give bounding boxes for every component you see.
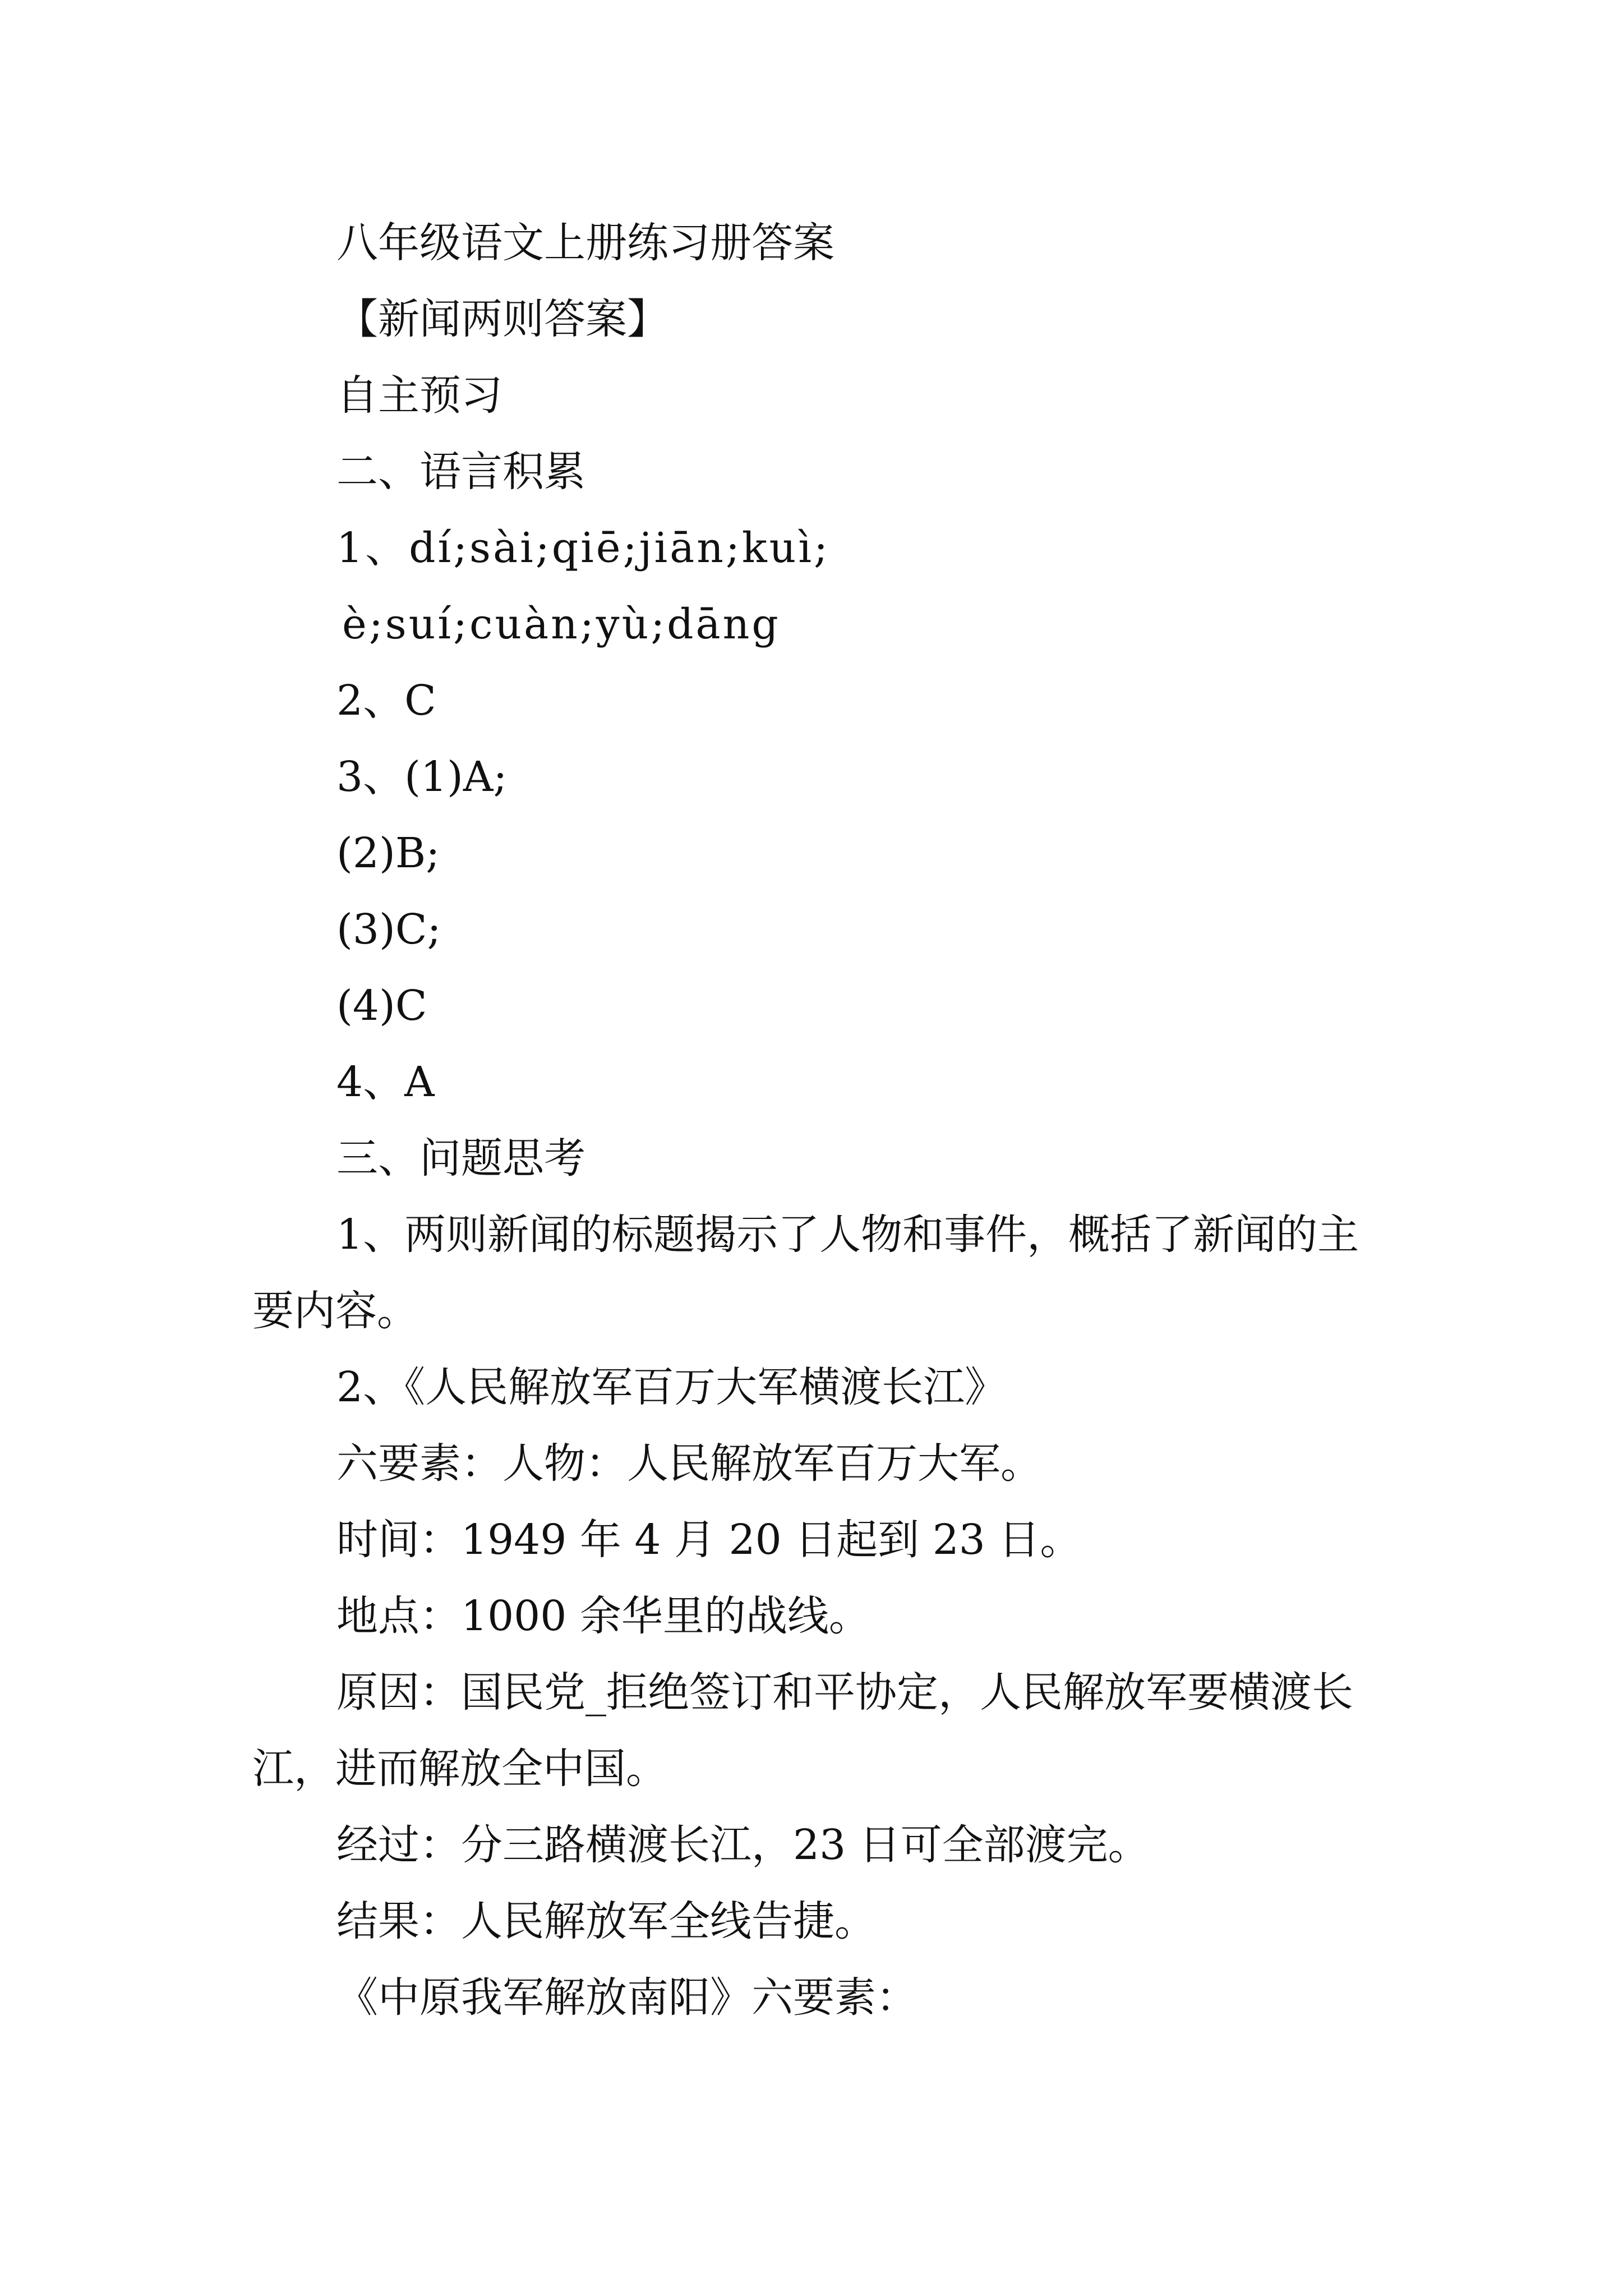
answer-1-line-1: 1、dí;sài;qiē;jiān;kuì;: [336, 524, 830, 572]
answer-1-line-2: è;suí;cuàn;yù;dāng: [342, 600, 781, 648]
paragraph-8: 结果：人民解放军全线告捷。: [336, 1897, 876, 1945]
answer-2: 2、C: [336, 677, 436, 725]
paragraph-1: 1、两则新闻的标题揭示了人物和事件，概括了新闻的主要内容。: [252, 1211, 1359, 1335]
part3-heading: 三、问题思考: [336, 1134, 585, 1182]
paragraph-2: 2、《人民解放军百万大军横渡长江》: [336, 1363, 1007, 1411]
answer-3-1: 3、(1)A;: [336, 753, 508, 801]
document-body: [252, 205, 1385, 2036]
answer-4: 4、A: [336, 1058, 435, 1106]
paragraph-6: 原因：国民党_拒绝签订和平协定，人民解放军要横渡长江，进而解放全中国。: [252, 1668, 1353, 1793]
subsection-heading: 自主预习: [336, 371, 502, 420]
answer-3-2: (2)B;: [336, 829, 440, 877]
part2-heading: 二、语言积累: [336, 448, 585, 496]
answer-3-3: (3)C;: [336, 905, 441, 954]
paragraph-3: 六要素：人物：人民解放军百万大军。: [336, 1439, 1042, 1488]
paragraph-5: 地点：1000 余华里的战线。: [336, 1592, 870, 1640]
paragraph-9: 《中原我军解放南阳》六要素：: [336, 1973, 917, 2022]
section-title: 【新闻两则答案】: [336, 295, 668, 343]
answer-3-4: (4)C: [336, 982, 427, 1030]
paragraph-4: 时间：1949 年 4 月 20 日起到 23 日。: [336, 1516, 1082, 1564]
document-title: 八年级语文上册练习册答案: [336, 219, 834, 267]
paragraph-7: 经过：分三路横渡长江，23 日可全部渡完。: [336, 1821, 1150, 1869]
